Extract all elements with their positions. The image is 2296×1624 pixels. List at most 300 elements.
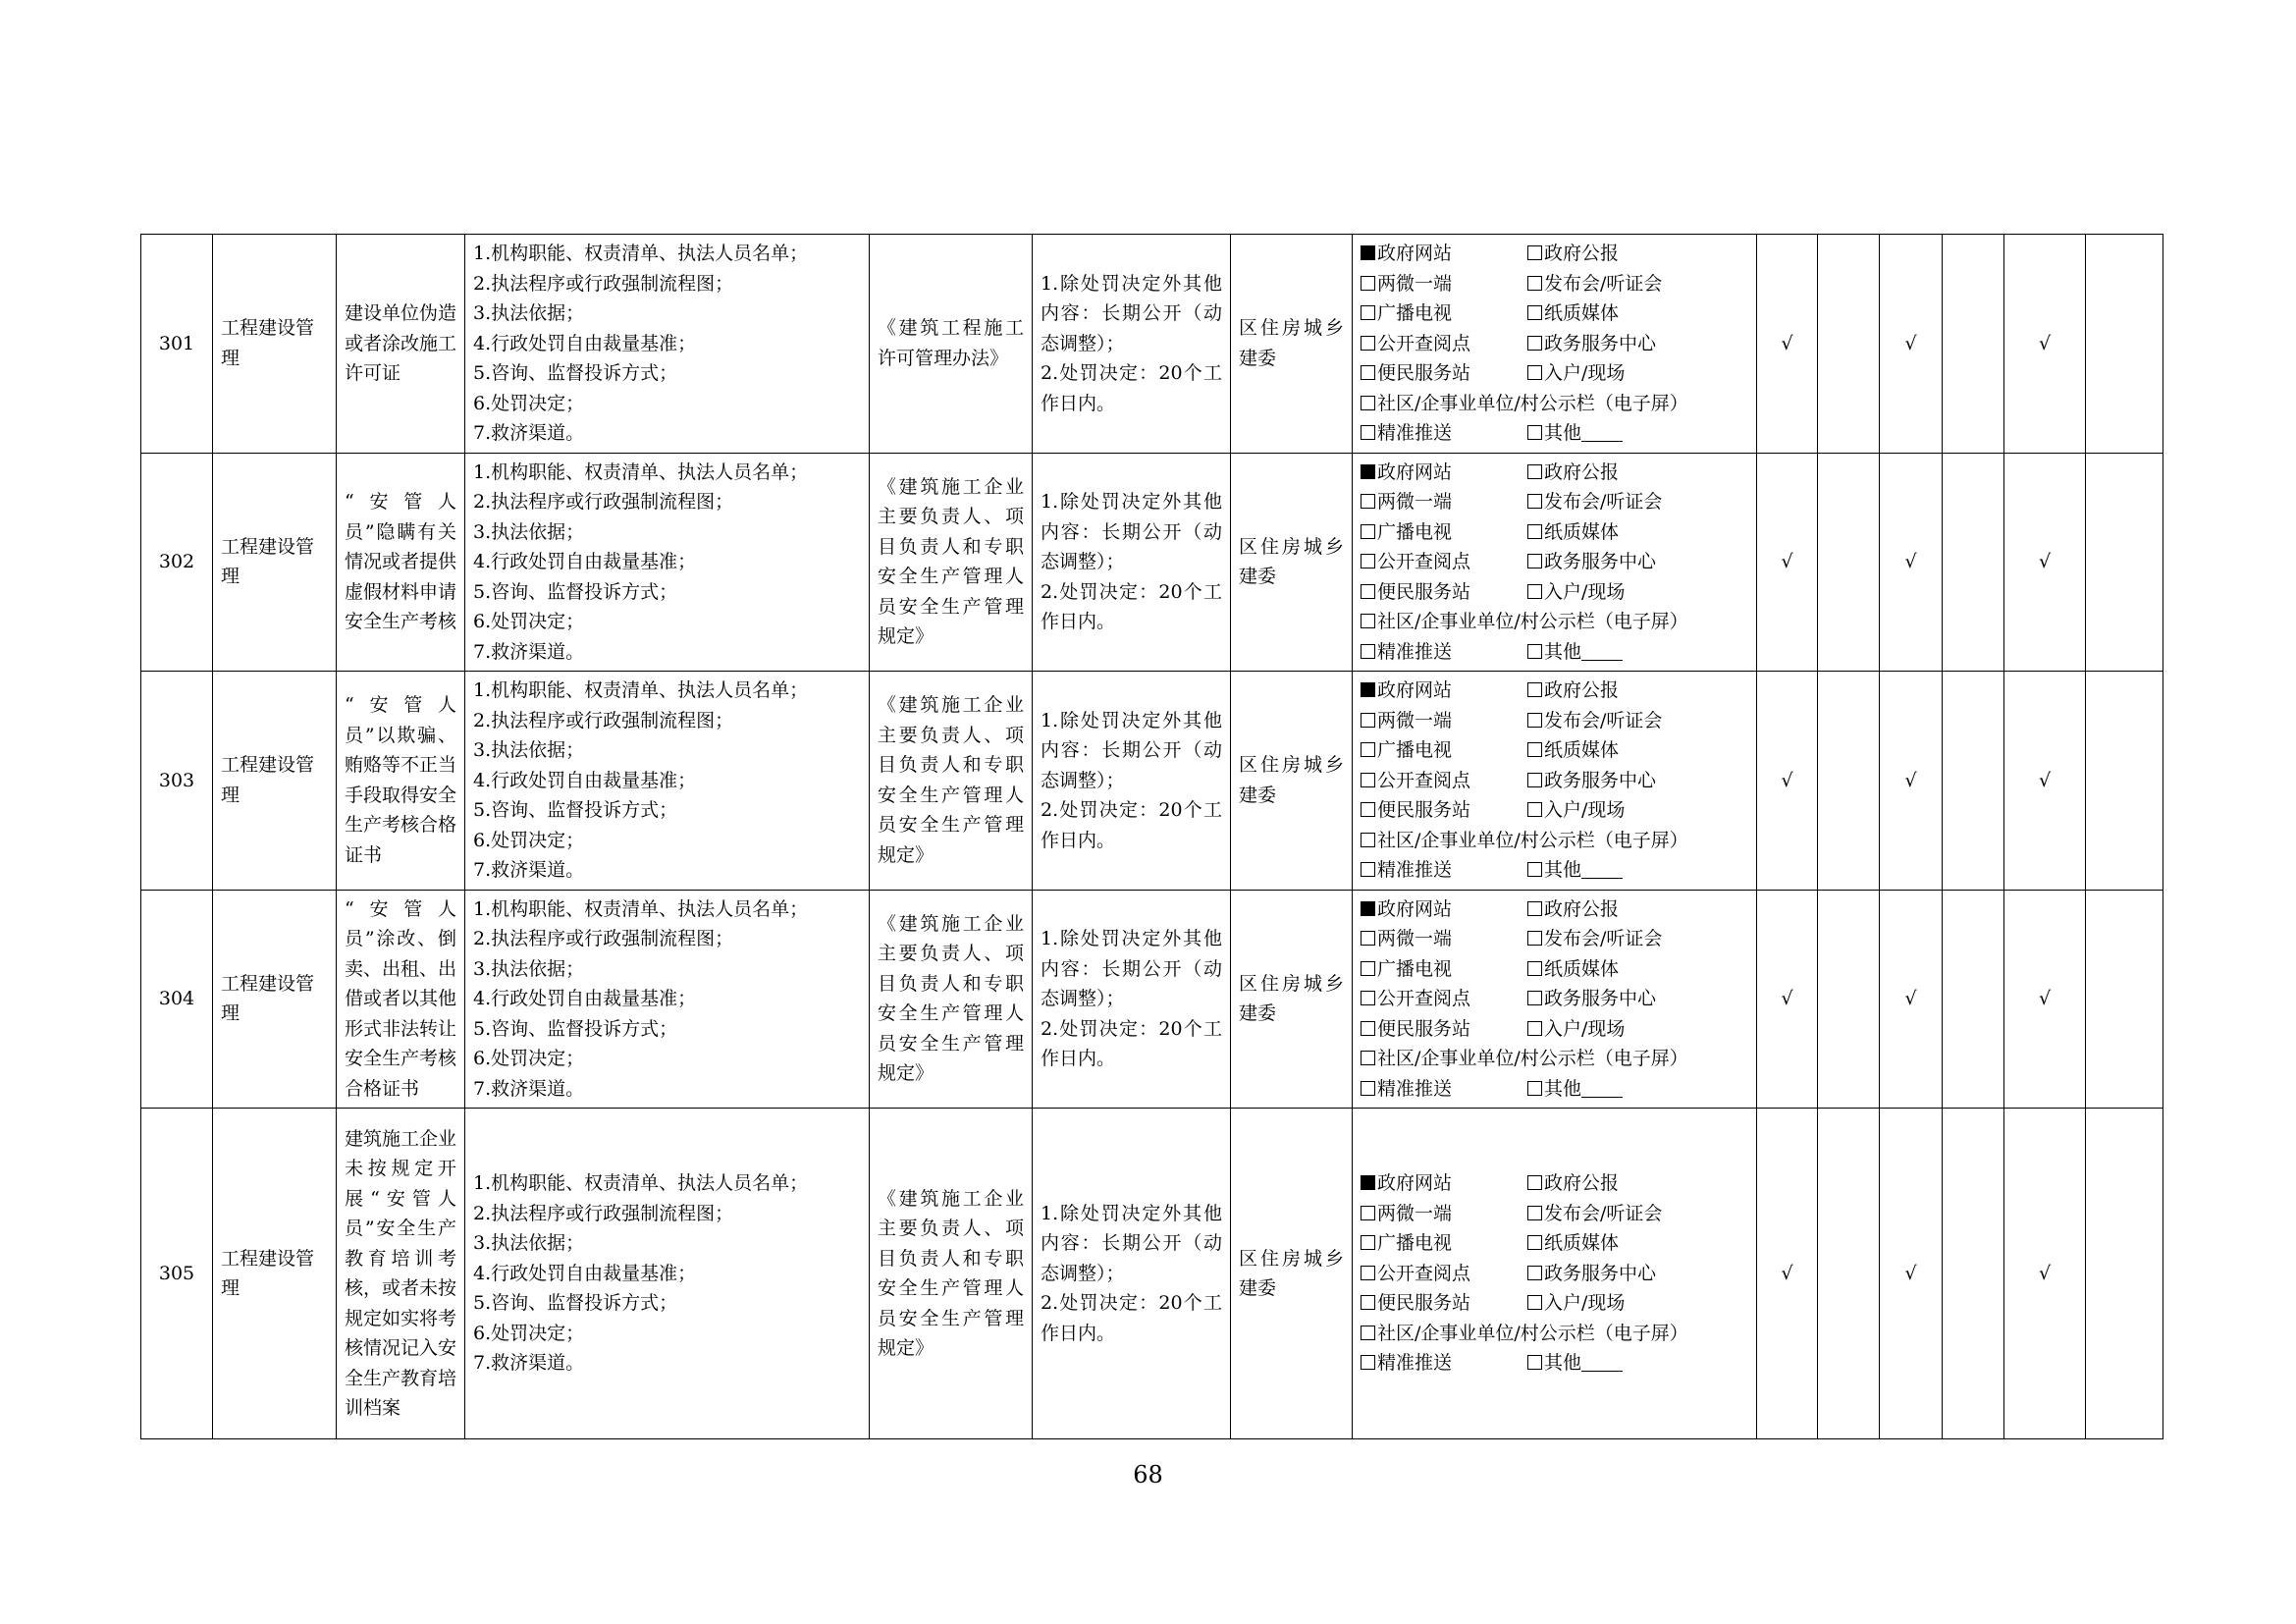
channel-option: [1361, 1259, 1527, 1289]
content-line: 7.救济渠道。: [473, 422, 585, 444]
channel-label: 社区/企事业单位/村公示栏（电子屏）: [1377, 392, 1688, 414]
checkbox-icon: [1527, 773, 1542, 787]
disclosure-table: [140, 234, 2163, 1439]
channel-label: 政府网站: [1377, 679, 1453, 701]
department-cell: 区住房城乡建委: [1231, 672, 1353, 891]
channel-label: 公开查阅点: [1377, 1262, 1471, 1284]
checkbox-icon: [1361, 365, 1375, 380]
checkbox-icon: [1361, 862, 1375, 877]
fill-in-blank: [1581, 1081, 1623, 1098]
checkbox-icon: [1527, 742, 1542, 757]
disclosure-time-cell: [1033, 672, 1231, 891]
channel-label: 其他: [1544, 422, 1582, 444]
channel-option: [1361, 1074, 1527, 1105]
channel-label: 公开查阅点: [1377, 769, 1471, 791]
check-cell: [2086, 672, 2163, 891]
channel-option: [1361, 607, 1688, 637]
fill-in-blank: [1581, 862, 1623, 879]
content-line: 1.机构职能、权责清单、执法人员名单；: [473, 679, 809, 701]
disclosure-content-cell: [465, 453, 870, 672]
disclosure-time-cell: [1033, 890, 1231, 1109]
row-number: 302: [141, 453, 213, 672]
item-name-cell: “安管人员”涂改、倒卖、出租、出借或者以其他形式非法转让安全生产考核合格证书: [337, 890, 465, 1109]
channel-option: [1527, 894, 1694, 925]
row-number: 303: [141, 672, 213, 891]
fill-in-blank: [1581, 1355, 1623, 1372]
channel-label: 政府公报: [1544, 460, 1620, 483]
item-name-cell: “安管人员”隐瞒有关情况或者提供虚假材料申请安全生产考核: [337, 453, 465, 672]
channel-label: 公开查阅点: [1377, 551, 1471, 572]
check-cell: √: [1757, 672, 1818, 891]
checkbox-icon: [1361, 833, 1375, 847]
channel-label: 入户/现场: [1544, 1292, 1626, 1315]
channel-option: [1361, 298, 1527, 329]
content-line: 5.咨询、监督投诉方式；: [473, 1292, 678, 1315]
channel-label: 两微一端: [1377, 491, 1453, 513]
legal-basis-cell: 《建筑施工企业主要负责人、项目负责人和专职安全生产管理人员安全生产管理规定》: [870, 1109, 1033, 1439]
content-line: 2.执法程序或行政强制流程图；: [473, 1202, 734, 1224]
checked-box-icon: [1361, 464, 1375, 479]
channel-option: [1527, 487, 1694, 517]
channel-label: 社区/企事业单位/村公示栏（电子屏）: [1377, 829, 1688, 851]
content-line: 4.行政处罚自由裁量基准；: [473, 988, 697, 1009]
channel-label: 政务服务中心: [1544, 332, 1657, 354]
checkbox-icon: [1527, 1295, 1542, 1310]
content-line: 7.救济渠道。: [473, 1077, 585, 1100]
legal-basis-cell: 《建筑工程施工许可管理办法》: [870, 235, 1033, 454]
content-line: 5.咨询、监督投诉方式；: [473, 1017, 678, 1040]
checkbox-icon: [1527, 524, 1542, 539]
checkbox-icon: [1527, 464, 1542, 479]
channel-label: 入户/现场: [1544, 799, 1626, 821]
channel-label: 其他: [1544, 1077, 1582, 1100]
channel-label: 政务服务中心: [1544, 551, 1657, 572]
channel-option: [1361, 954, 1527, 985]
content-line: 3.执法依据；: [473, 957, 585, 980]
channel-label: 纸质媒体: [1544, 957, 1620, 980]
check-cell: √: [2004, 453, 2086, 672]
channel-option: [1361, 855, 1527, 886]
channel-option: [1361, 706, 1527, 736]
checkbox-icon: [1527, 802, 1542, 817]
checkbox-icon: [1527, 245, 1542, 260]
checked-box-icon: [1361, 245, 1375, 260]
content-line: 4.行政处罚自由裁量基准；: [473, 551, 697, 572]
content-line: 4.行政处罚自由裁量基准；: [473, 332, 697, 354]
category-cell: 工程建设管理: [213, 453, 337, 672]
checkbox-icon: [1527, 901, 1542, 916]
check-cell: [1818, 890, 1880, 1109]
checkbox-icon: [1361, 494, 1375, 509]
channel-label: 纸质媒体: [1544, 1232, 1620, 1255]
check-cell: √: [2004, 235, 2086, 454]
channel-label: 两微一端: [1377, 928, 1453, 949]
channel-option: [1361, 269, 1527, 299]
content-line: 6.处罚决定；: [473, 829, 585, 851]
check-cell: [1818, 235, 1880, 454]
checkbox-icon: [1361, 644, 1375, 659]
content-line: 6.处罚决定；: [473, 1322, 585, 1344]
checkbox-icon: [1361, 1235, 1375, 1250]
channel-label: 广播电视: [1377, 302, 1453, 324]
channel-option: [1527, 358, 1694, 389]
content-line: 2.执法程序或行政强制流程图；: [473, 928, 734, 949]
checkbox-icon: [1527, 365, 1542, 380]
checkbox-icon: [1527, 991, 1542, 1005]
channel-label: 政府网站: [1377, 243, 1453, 264]
channel-label: 广播电视: [1377, 1232, 1453, 1255]
channel-label: 社区/企事业单位/村公示栏（电子屏）: [1377, 1048, 1688, 1069]
check-cell: √: [1757, 453, 1818, 672]
channel-option: [1527, 239, 1694, 269]
checkbox-icon: [1527, 1206, 1542, 1220]
page-number: 68: [1133, 1461, 1163, 1489]
channel-label: 社区/企事业单位/村公示栏（电子屏）: [1377, 1322, 1688, 1344]
row-number: 305: [141, 1109, 213, 1439]
channel-option: [1361, 1288, 1527, 1319]
check-cell: √: [1757, 235, 1818, 454]
checkbox-icon: [1527, 1235, 1542, 1250]
channel-option: [1527, 735, 1694, 766]
disclosure-time-cell: [1033, 1109, 1231, 1439]
channel-label: 纸质媒体: [1544, 302, 1620, 324]
channel-label: 政府网站: [1377, 460, 1453, 483]
content-line: 2.执法程序或行政强制流程图；: [473, 272, 734, 295]
channel-label: 精准推送: [1377, 422, 1453, 444]
channel-label: 政府网站: [1377, 897, 1453, 920]
content-line: 6.处罚决定；: [473, 392, 585, 414]
channel-label: 两微一端: [1377, 272, 1453, 295]
disclosure-content-cell: [465, 235, 870, 454]
department-cell: 区住房城乡建委: [1231, 890, 1353, 1109]
content-line: 3.执法依据；: [473, 739, 585, 761]
checkbox-icon: [1527, 1266, 1542, 1280]
channel-option: [1527, 1228, 1694, 1259]
channel-option: [1527, 1259, 1694, 1289]
channel-option: [1361, 1228, 1527, 1259]
channels-cell: [1353, 890, 1757, 1109]
channel-label: 其他: [1544, 640, 1582, 663]
disclosure-content-cell: [465, 890, 870, 1109]
item-name-cell: “安管人员”以欺骗、贿赂等不正当手段取得安全生产考核合格证书: [337, 672, 465, 891]
checkbox-icon: [1361, 713, 1375, 728]
checkbox-icon: [1361, 614, 1375, 628]
content-line: 4.行政处罚自由裁量基准；: [473, 769, 697, 791]
checked-box-icon: [1361, 682, 1375, 697]
channel-option: [1527, 795, 1694, 826]
channel-option: [1527, 298, 1694, 329]
content-line: 7.救济渠道。: [473, 859, 585, 881]
checkbox-icon: [1361, 1051, 1375, 1065]
channel-label: 发布会/听证会: [1544, 272, 1663, 295]
content-line: 1.机构职能、权责清单、执法人员名单；: [473, 460, 809, 483]
category-cell: 工程建设管理: [213, 235, 337, 454]
category-cell: 工程建设管理: [213, 1109, 337, 1439]
checkbox-icon: [1361, 961, 1375, 976]
row-number: 301: [141, 235, 213, 454]
channel-label: 纸质媒体: [1544, 739, 1620, 761]
table-row: [141, 1109, 2163, 1439]
channels-cell: [1353, 672, 1757, 891]
checkbox-icon: [1527, 584, 1542, 599]
channel-option: [1361, 924, 1527, 954]
time-line: 1.除处罚决定外其他内容：长期公开（动态调整）；: [1041, 928, 1222, 1009]
checkbox-icon: [1361, 276, 1375, 291]
checkbox-icon: [1527, 1081, 1542, 1096]
channel-option: [1361, 1044, 1688, 1074]
time-line: 1.除处罚决定外其他内容：长期公开（动态调整）；: [1041, 1202, 1222, 1284]
content-line: 3.执法依据；: [473, 302, 585, 324]
channel-label: 两微一端: [1377, 709, 1453, 731]
channel-option: [1361, 735, 1527, 766]
channel-label: 广播电视: [1377, 957, 1453, 980]
channel-label: 便民服务站: [1377, 362, 1471, 384]
department-cell: 区住房城乡建委: [1231, 1109, 1353, 1439]
channel-option: [1361, 984, 1527, 1014]
channel-option: [1527, 269, 1694, 299]
item-name-cell: 建设单位伪造或者涂改施工许可证: [337, 235, 465, 454]
channel-option: [1361, 826, 1688, 856]
table-row: [141, 235, 2163, 454]
table-row: [141, 453, 2163, 672]
checkbox-icon: [1527, 276, 1542, 291]
disclosure-content-cell: [465, 672, 870, 891]
time-line: 2.处罚决定：20个工作日内。: [1041, 580, 1222, 632]
channel-option: [1527, 1288, 1694, 1319]
channel-label: 发布会/听证会: [1544, 1202, 1663, 1224]
checkbox-icon: [1361, 931, 1375, 946]
channel-option: [1527, 329, 1694, 359]
channel-label: 广播电视: [1377, 739, 1453, 761]
checkbox-icon: [1361, 802, 1375, 817]
checked-box-icon: [1361, 1175, 1375, 1190]
channel-option: [1527, 954, 1694, 985]
channel-option: [1361, 358, 1527, 389]
checkbox-icon: [1527, 425, 1542, 440]
time-line: 1.除处罚决定外其他内容：长期公开（动态调整）；: [1041, 709, 1222, 791]
time-line: 2.处罚决定：20个工作日内。: [1041, 1017, 1222, 1069]
table-row: [141, 672, 2163, 891]
check-cell: √: [2004, 1109, 2086, 1439]
checked-box-icon: [1361, 901, 1375, 916]
checkbox-icon: [1527, 682, 1542, 697]
legal-basis-cell: 《建筑施工企业主要负责人、项目负责人和专职安全生产管理人员安全生产管理规定》: [870, 672, 1033, 891]
time-line: 1.除处罚决定外其他内容：长期公开（动态调整）；: [1041, 272, 1222, 354]
channel-option: [1361, 547, 1527, 577]
check-cell: [1943, 235, 2004, 454]
check-cell: [1818, 672, 1880, 891]
checkbox-icon: [1527, 713, 1542, 728]
channel-label: 公开查阅点: [1377, 988, 1471, 1009]
content-line: 3.执法依据；: [473, 1232, 585, 1255]
content-line: 1.机构职能、权责清单、执法人员名单；: [473, 897, 809, 920]
channel-option: [1527, 706, 1694, 736]
content-line: 4.行政处罚自由裁量基准；: [473, 1262, 697, 1284]
content-line: 6.处罚决定；: [473, 1048, 585, 1069]
channel-option: [1361, 894, 1527, 925]
channel-label: 政务服务中心: [1544, 769, 1657, 791]
check-cell: √: [1880, 890, 1943, 1109]
channel-label: 两微一端: [1377, 1202, 1453, 1224]
checkbox-icon: [1527, 554, 1542, 568]
checkbox-icon: [1527, 1021, 1542, 1036]
time-line: 2.处罚决定：20个工作日内。: [1041, 362, 1222, 414]
channel-option: [1527, 984, 1694, 1014]
content-line: 2.执法程序或行政强制流程图；: [473, 709, 734, 731]
legal-basis-cell: 《建筑施工企业主要负责人、项目负责人和专职安全生产管理人员安全生产管理规定》: [870, 890, 1033, 1109]
channel-label: 便民服务站: [1377, 799, 1471, 821]
channel-label: 政府网站: [1377, 1172, 1453, 1195]
content-line: 6.处罚决定；: [473, 611, 585, 632]
channel-label: 政府公报: [1544, 897, 1620, 920]
channel-option: [1527, 1168, 1694, 1199]
checkbox-icon: [1527, 644, 1542, 659]
legal-basis-cell: 《建筑施工企业主要负责人、项目负责人和专职安全生产管理人员安全生产管理规定》: [870, 453, 1033, 672]
check-cell: [2086, 235, 2163, 454]
channel-label: 便民服务站: [1377, 580, 1471, 603]
checkbox-icon: [1361, 584, 1375, 599]
channel-option: [1361, 577, 1527, 608]
channel-label: 入户/现场: [1544, 1017, 1626, 1040]
channel-option: [1527, 1199, 1694, 1229]
checkbox-icon: [1527, 305, 1542, 320]
content-line: 5.咨询、监督投诉方式；: [473, 580, 678, 603]
channel-label: 广播电视: [1377, 520, 1453, 543]
checkbox-icon: [1527, 1175, 1542, 1190]
channel-option: [1527, 855, 1694, 886]
check-cell: [1943, 890, 2004, 1109]
channel-option: [1527, 458, 1694, 488]
category-cell: 工程建设管理: [213, 672, 337, 891]
checkbox-icon: [1527, 862, 1542, 877]
channel-option: [1527, 547, 1694, 577]
checkbox-icon: [1361, 991, 1375, 1005]
channel-label: 便民服务站: [1377, 1017, 1471, 1040]
channel-option: [1527, 418, 1694, 449]
content-line: 1.机构职能、权责清单、执法人员名单；: [473, 243, 809, 264]
channel-label: 政府公报: [1544, 679, 1620, 701]
channel-label: 政府公报: [1544, 243, 1620, 264]
checkbox-icon: [1361, 1021, 1375, 1036]
channel-label: 政务服务中心: [1544, 1262, 1657, 1284]
channel-option: [1361, 1199, 1527, 1229]
checkbox-icon: [1527, 931, 1542, 946]
disclosure-time-cell: [1033, 453, 1231, 672]
check-cell: [2086, 453, 2163, 672]
channels-cell: [1353, 235, 1757, 454]
channel-option: [1361, 1348, 1527, 1379]
channel-label: 社区/企事业单位/村公示栏（电子屏）: [1377, 611, 1688, 632]
channel-option: [1361, 1168, 1527, 1199]
department-cell: 区住房城乡建委: [1231, 453, 1353, 672]
channel-label: 政府公报: [1544, 1172, 1620, 1195]
check-cell: √: [1880, 1109, 1943, 1439]
disclosure-content-cell: [465, 1109, 870, 1439]
check-cell: [1818, 1109, 1880, 1439]
time-line: 1.除处罚决定外其他内容：长期公开（动态调整）；: [1041, 491, 1222, 572]
channel-label: 精准推送: [1377, 1077, 1453, 1100]
channel-option: [1361, 637, 1527, 668]
channel-label: 纸质媒体: [1544, 520, 1620, 543]
content-line: 1.机构职能、权责清单、执法人员名单；: [473, 1172, 809, 1195]
check-cell: [2086, 890, 2163, 1109]
fill-in-blank: [1581, 425, 1623, 442]
checkbox-icon: [1361, 1355, 1375, 1370]
checkbox-icon: [1361, 336, 1375, 351]
checkbox-icon: [1361, 1295, 1375, 1310]
channel-option: [1527, 1014, 1694, 1045]
check-cell: [2086, 1109, 2163, 1439]
content-line: 5.咨询、监督投诉方式；: [473, 799, 678, 821]
channel-option: [1527, 1348, 1694, 1379]
channel-label: 公开查阅点: [1377, 332, 1471, 354]
channel-label: 发布会/听证会: [1544, 491, 1663, 513]
checkbox-icon: [1361, 1326, 1375, 1340]
channel-option: [1527, 676, 1694, 706]
channel-option: [1361, 517, 1527, 548]
channel-option: [1527, 766, 1694, 796]
checkbox-icon: [1361, 1266, 1375, 1280]
channel-label: 其他: [1544, 859, 1582, 881]
category-cell: 工程建设管理: [213, 890, 337, 1109]
channel-label: 发布会/听证会: [1544, 928, 1663, 949]
channel-option: [1527, 577, 1694, 608]
channel-option: [1361, 389, 1688, 419]
channel-option: [1361, 418, 1527, 449]
content-line: 5.咨询、监督投诉方式；: [473, 362, 678, 384]
channel-option: [1361, 1014, 1527, 1045]
channel-label: 精准推送: [1377, 640, 1453, 663]
table-row: [141, 890, 2163, 1109]
row-number: 304: [141, 890, 213, 1109]
channel-option: [1527, 1074, 1694, 1105]
channel-label: 精准推送: [1377, 1352, 1453, 1375]
channel-option: [1361, 766, 1527, 796]
check-cell: √: [1880, 453, 1943, 672]
channel-label: 发布会/听证会: [1544, 709, 1663, 731]
item-name-cell: 建筑施工企业未按规定开展“安管人员”安全生产教育培训考核，或者未按规定如实将考核情况记入安全生产教育培训档案: [337, 1109, 465, 1439]
check-cell: √: [1880, 672, 1943, 891]
disclosure-time-cell: [1033, 235, 1231, 454]
channel-option: [1361, 1319, 1688, 1349]
checkbox-icon: [1527, 494, 1542, 509]
checkbox-icon: [1527, 961, 1542, 976]
check-cell: [1943, 1109, 2004, 1439]
checkbox-icon: [1527, 336, 1542, 351]
department-cell: 区住房城乡建委: [1231, 235, 1353, 454]
fill-in-blank: [1581, 644, 1623, 661]
time-line: 2.处罚决定：20个工作日内。: [1041, 1292, 1222, 1344]
channel-label: 入户/现场: [1544, 580, 1626, 603]
checkbox-icon: [1361, 742, 1375, 757]
checkbox-icon: [1527, 1355, 1542, 1370]
channel-label: 政务服务中心: [1544, 988, 1657, 1009]
channel-option: [1361, 795, 1527, 826]
channel-label: 精准推送: [1377, 859, 1453, 881]
channel-label: 入户/现场: [1544, 362, 1626, 384]
checkbox-icon: [1361, 396, 1375, 410]
content-line: 7.救济渠道。: [473, 640, 585, 663]
checkbox-icon: [1361, 1206, 1375, 1220]
check-cell: √: [1880, 235, 1943, 454]
channels-cell: [1353, 453, 1757, 672]
channel-option: [1361, 487, 1527, 517]
content-line: 7.救济渠道。: [473, 1352, 585, 1375]
time-line: 2.处罚决定：20个工作日内。: [1041, 799, 1222, 851]
check-cell: [1943, 672, 2004, 891]
channels-cell: [1353, 1109, 1757, 1439]
channel-option: [1361, 239, 1527, 269]
